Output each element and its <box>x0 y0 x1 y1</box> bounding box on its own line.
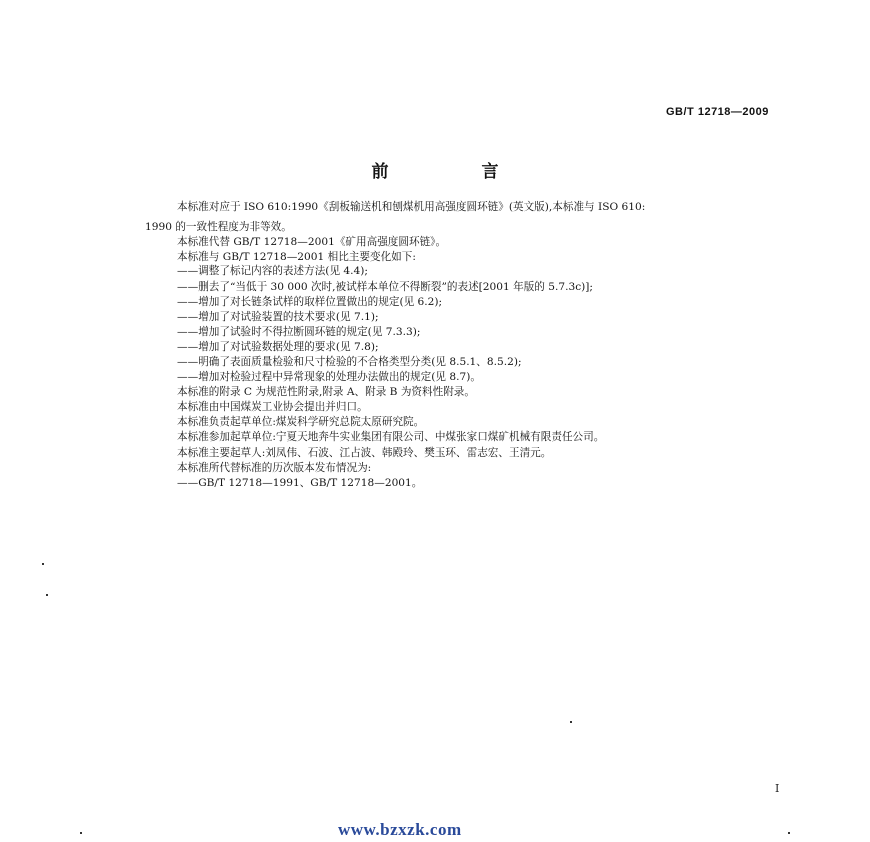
scan-speck <box>46 594 48 596</box>
text-line: ——增加了试验时不得拉断圆环链的规定(见 7.3.3); <box>177 326 421 338</box>
text-line: 本标准的附录 C 为规范性附录,附录 A、附录 B 为资料性附录。 <box>177 386 475 398</box>
text-line: 本标准主要起草人:刘凤伟、石波、江占波、韩殿玲、樊玉环、雷志宏、王清元。 <box>177 447 552 459</box>
text-line: 本标准所代替标准的历次版本发布情况为: <box>177 462 372 474</box>
text-line: 本标准代替 GB/T 12718—2001《矿用高强度圆环链》。 <box>177 236 447 248</box>
text-line: 1990 的一致性程度为非等效。 <box>145 221 292 233</box>
text-line: ——增加了对试验装置的技术要求(见 7.1); <box>177 311 379 323</box>
scan-speck <box>788 832 790 834</box>
text-line: ——删去了“当低于 30 000 次时,被试样本单位不得断裂”的表述[2001 年版的 5.7.3c)]; <box>177 281 593 293</box>
text-line: ——增加了对长链条试样的取样位置做出的规定(见 6.2); <box>177 296 443 308</box>
page-title: 前 言 <box>371 162 537 182</box>
text-line: ——调整了标记内容的表述方法(见 4.4); <box>177 265 368 277</box>
scan-speck <box>42 563 44 565</box>
text-line: ——明确了表面质量检验和尺寸检验的不合格类型分类(见 8.5.1、8.5.2); <box>177 356 522 368</box>
scan-speck <box>570 721 572 723</box>
scan-speck <box>80 832 82 834</box>
footer-watermark-link[interactable]: www.bzxzk.com <box>338 820 462 839</box>
text-line: 本标准与 GB/T 12718—2001 相比主要变化如下: <box>177 251 416 263</box>
text-line: 本标准参加起草单位:宁夏天地奔牛实业集团有限公司、中煤张家口煤矿机械有限责任公司。 <box>177 431 605 443</box>
standard-code: GB/T 12718—2009 <box>666 106 769 118</box>
text-line: 本标准负责起草单位:煤炭科学研究总院太原研究院。 <box>177 416 425 428</box>
text-line: 本标准由中国煤炭工业协会提出并归口。 <box>177 401 368 413</box>
text-line: 本标准对应于 ISO 610:1990《刮板输送机和刨煤机用高强度圆环链》(英文版),本标准与 ISO 610: <box>177 201 646 213</box>
text-line: ——增加对检验过程中异常现象的处理办法做出的规定(见 8.7)。 <box>177 371 481 383</box>
page-number: I <box>775 782 780 795</box>
text-line: ——增加了对试验数据处理的要求(见 7.8); <box>177 341 379 353</box>
text-line: ——GB/T 12718—1991、GB/T 12718—2001。 <box>177 477 423 489</box>
